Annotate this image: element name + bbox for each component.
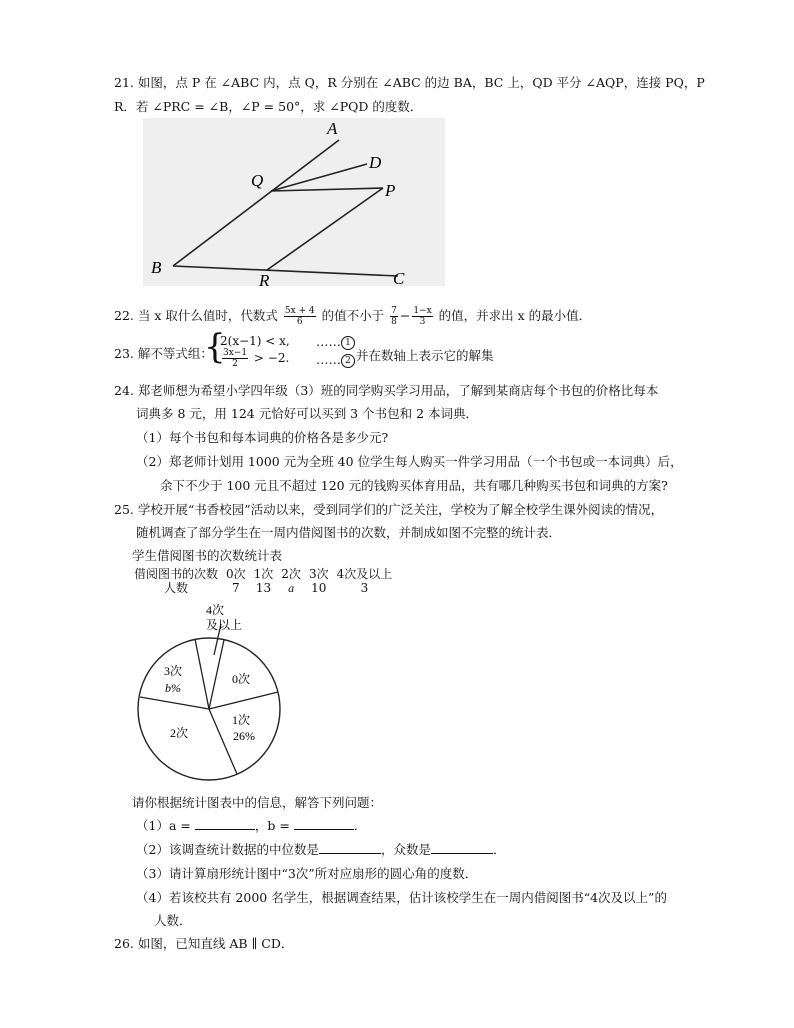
q22 [114, 305, 591, 327]
q24-sub1: （1）每个书包和每本词典的价格各是多少元? [136, 430, 389, 445]
label-P: P [385, 181, 396, 200]
q24-line1: 24. 郑老师想为希望小学四年级（3）班的同学购买学习用品，了解到某商店每个书包的价格比每本 [114, 383, 659, 398]
pie-label-0: 0次 [232, 672, 251, 686]
q25-pie-chart [130, 600, 290, 785]
table-header-cell: 2次 [281, 567, 301, 581]
q22-fraction-2: $\frac{7}{8}$ [391, 306, 397, 327]
answer-blank-b[interactable] [294, 829, 354, 830]
q21-line1: 21. 如图，点 P 在 ∠ABC 内，点 Q，R 分别在 ∠ABC 的边 BA，BC 上，QD 平分 ∠AQP，连接 PQ，P [114, 75, 705, 90]
table-cell: 3 [360, 581, 369, 595]
q23-mark-1: …… 1 [316, 334, 355, 350]
q25-table-title: 学生借阅图书的次数统计表 [132, 548, 283, 563]
table-header-cell: 0次 [226, 567, 246, 581]
q23-inequality-1: 2(x−1) < x, [220, 334, 290, 348]
q25-stats-table [130, 567, 396, 595]
table-cell: a [288, 581, 295, 595]
q23-prefix: 23. 解不等式组： [114, 346, 213, 361]
figure-background [143, 118, 445, 286]
q21-line2: R．若 ∠PRC = ∠B，∠P = 50°，求 ∠PQD 的度数． [114, 99, 423, 114]
q25-sub1: （1）a = ，b = ． [136, 818, 367, 833]
pie-label-4plus-line1: 4次 [206, 603, 225, 617]
q25-sub2: （2）该调查统计数据的中位数是 ，众数是 ． [136, 842, 506, 857]
table-header-row [130, 567, 396, 581]
table-cell: 7 [232, 581, 240, 595]
q22-fraction-1: $\frac{5x + 4}{6}$ [284, 306, 315, 327]
q22-minus: − [399, 308, 411, 323]
q25-instruction: 请你根据统计图表中的信息，解答下列问题： [132, 795, 383, 810]
pie-label-4plus-line2: 及以上 [206, 618, 243, 632]
q23-brace: { [204, 327, 226, 367]
table-header-cell: 3次 [308, 567, 329, 581]
q23-suffix: 并在数轴上表示它的解集 [356, 348, 494, 363]
label-B: B [151, 258, 162, 277]
table-row-label: 人数 [164, 581, 189, 595]
table-header-cell: 1次 [253, 567, 274, 581]
q25-line1: 25. 学校开展“书香校园”活动以来，受到同学们的广泛关注，学校为了解全校学生课外阅读的情况， [114, 502, 664, 517]
label-Q: Q [251, 171, 264, 190]
q21-geometry-figure [143, 118, 445, 286]
answer-blank-median[interactable] [319, 853, 381, 854]
label-A: A [327, 119, 338, 138]
table-row [130, 581, 396, 595]
table-cell: 10 [311, 581, 327, 595]
answer-blank-a[interactable] [195, 829, 255, 830]
label-D: D [369, 153, 382, 172]
q25-sub3: （3）请计算扇形统计图中“3次”所对应扇形的圆心角的度数． [136, 866, 478, 881]
table-header-cell: 借阅图书的次数 [134, 567, 219, 581]
pie-label-3-percent: b% [165, 681, 181, 695]
q22-fraction-3: $\frac{1-x}{3}$ [413, 306, 432, 327]
pie-label-2: 2次 [170, 726, 189, 740]
q24-sub2-line2: 余下不少于 100 元且不超过 120 元的钱购买体育用品，共有哪几种购买书包和词典的方案? [160, 478, 668, 493]
q25-sub4-line2: 人数． [154, 913, 192, 928]
q24-sub2-line1: （2）郑老师计划用 1000 元为全班 40 位学生每人购买一件学习用品（一个书包或一本词典）后， [136, 454, 683, 469]
q23-inequality-2: $\frac{3x-1}{2}$ > −2. [223, 348, 290, 369]
q22-suffix: 的值，并求出 x 的最小值． [438, 308, 592, 323]
table-cell: 13 [255, 581, 272, 595]
q26-line1: 26. 如图，已知直线 AB ∥ CD． [114, 936, 294, 951]
label-R: R [259, 271, 270, 286]
q25-line2: 随机调查了部分学生在一周内借阅图书的次数，并制成如图不完整的统计表． [136, 525, 562, 540]
pie-label-1-percent: 26% [233, 729, 255, 743]
label-C: C [393, 269, 405, 286]
q22-middle: 的值不小于 [321, 308, 385, 323]
q22-prefix: 22. 当 x 取什么值时，代数式 [114, 308, 278, 323]
table-header-cell: 4次及以上 [336, 567, 393, 581]
pie-label-1: 1次 [232, 713, 251, 727]
pie-label-3: 3次 [164, 664, 183, 678]
q24-line2: 词典多 8 元，用 124 元恰好可以买到 3 个书包和 2 本词典． [136, 406, 479, 421]
answer-blank-mode[interactable] [431, 853, 493, 854]
q23-mark-2: …… 2 [316, 352, 355, 368]
q25-sub4-line1: （4）若该校共有 2000 名学生，根据调查结果，估计该校学生在一周内借阅图书“4次及以上”的 [136, 890, 667, 905]
